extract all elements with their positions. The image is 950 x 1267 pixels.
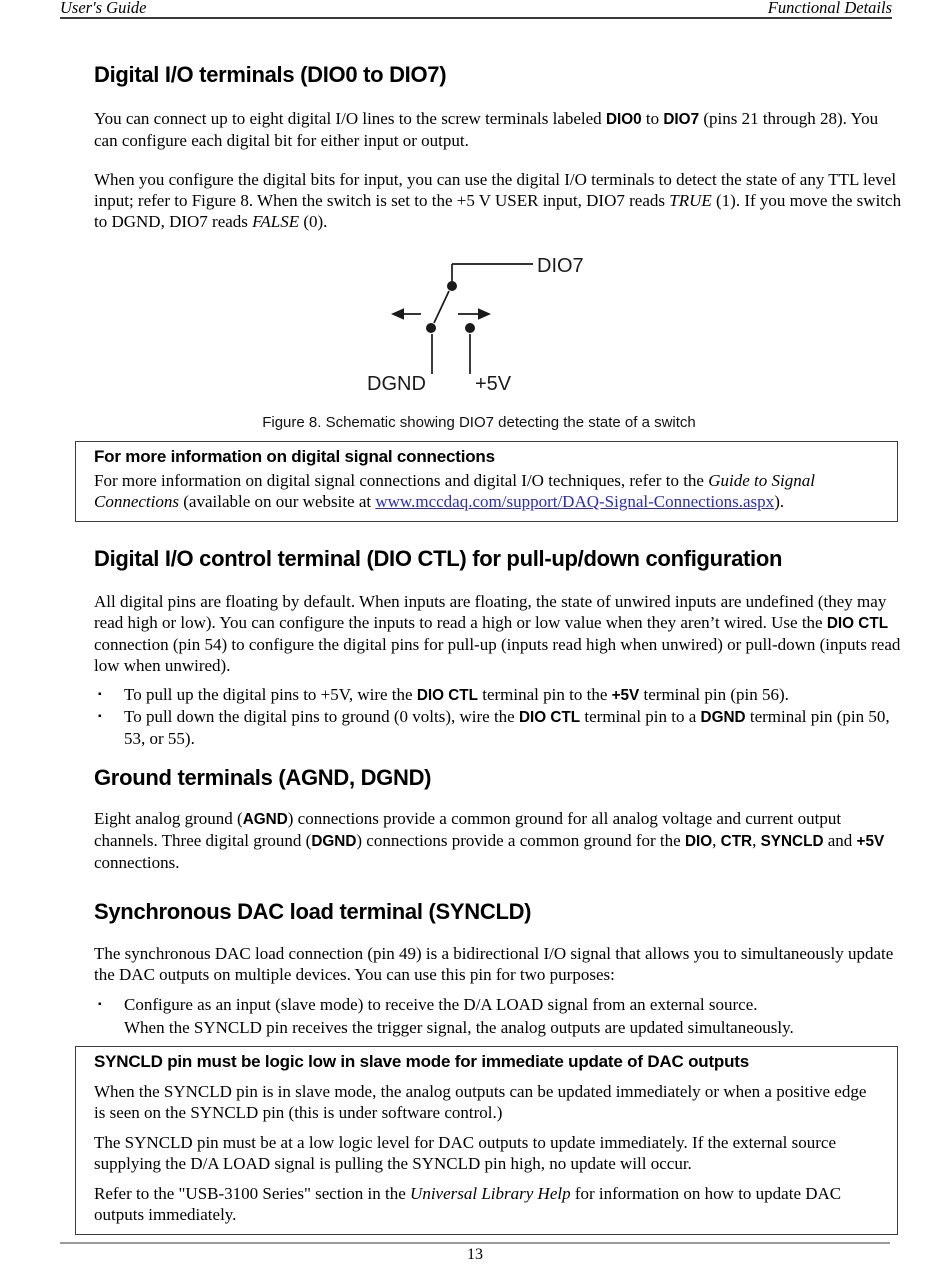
page-number: 13 [467,1246,483,1263]
paragraph-dio-intro: You can connect up to eight digital I/O lines to the screw terminals labeled DIO0 to DIO7 (pins 21 through 28). You can configure each digital bit for either input or output. [94,109,879,150]
bullet-item [94,994,904,1015]
paragraph-ground: Eight analog ground (AGND) connections provide a common ground for all analog voltage and current output channels. Three digital ground (DGND) connections provide a common ground for the DIO, CTR, SYNCLD and +5V connections. [94,809,885,872]
bullet-square-icon: ▪ [98,689,102,700]
note-paragraph-1: When the SYNCLD pin is in slave mode, the analog outputs can be updated immediately or when a positive edge is seen on the SYNCLD pin (this is under software control.) [94,1082,867,1122]
bullet-text-pull-down: To pull down the digital pins to ground (0 volts), wire the DIO CTL terminal pin to a DGND terminal pin (pin 50, 53, or 55). [124,707,890,748]
note-box-signal-connections [75,441,898,522]
heading-syncld: Synchronous DAC load terminal (SYNCLD) [94,899,532,924]
paragraph-syncld: The synchronous DAC load connection (pin 49) is a bidirectional I/O signal that allows you to simultaneously update the DAC outputs on multiple devices. You can use this pin for two purposes: [94,944,894,984]
bullet-square-icon: ▪ [98,711,102,722]
syncld-subline: When the SYNCLD pin receives the trigger signal, the analog outputs are updated simultaneously. [124,1018,794,1037]
switch-lever [434,291,449,323]
paragraph-dio-ctl: All digital pins are floating by default. When inputs are floating, the state of unwired inputs are undefined (they may read high or low). You can configure the inputs to read a high or low value when they aren’t wired. Use the DIO CTL connection (pin 54) to configure the digital pins for pull-up (inputs read high when unwired) or pull-down (inputs read low when unwired). [94,592,901,675]
bullet-item [94,706,904,749]
bullet-square-icon: ▪ [98,999,102,1010]
label-plus5v: +5V [475,373,512,395]
contact-5v-dot [465,323,475,333]
bullet-text-pull-up: To pull up the digital pins to +5V, wire the DIO CTL terminal pin to the +5V terminal pin (pin 56). [124,685,789,704]
label-dio7: DIO7 [537,255,584,277]
arrow-right-icon [478,308,491,320]
note-box-syncld [75,1046,898,1235]
bullet-item [94,684,904,706]
note-paragraph-3: Refer to the "USB-3100 Series" section in the Universal Library Help for information on how to update DAC outputs immediately. [94,1184,842,1224]
arrow-left-icon [391,308,404,320]
heading-digital-io-terminals: Digital I/O terminals (DIO0 to DIO7) [94,62,447,87]
label-dgnd: DGND [367,373,426,395]
inline-link[interactable]: www.mccdaq.com/support/DAQ-Signal-Connections.aspx [375,492,775,511]
contact-pole-dot [447,281,457,291]
heading-dio-ctl: Digital I/O control terminal (DIO CTL) for pull-up/down configuration [94,546,783,571]
heading-ground-terminals: Ground terminals (AGND, DGND) [94,765,432,790]
page-content [94,19,904,1235]
note-title: For more information on digital signal connections [94,447,495,466]
bullet-list-syncld [94,994,904,1038]
page-header [60,0,892,19]
note-title: SYNCLD pin must be logic low in slave mode for immediate update of DAC outputs [94,1052,750,1071]
figure-switch-schematic [365,250,595,398]
header-right-title: Functional Details [767,0,892,17]
contact-dgnd-dot [426,323,436,333]
schematic-svg [365,250,595,398]
footer-rule [60,1242,890,1244]
paragraph-dio-input: When you configure the digital bits for input, you can use the digital I/O terminals to detect the state of any TTL level input; refer to Figure 8. When the switch is set to the +5 V USER input, DIO7 reads TRUE (1). If you move the switch to DGND, DIO7 reads FALSE (0). [94,170,902,231]
note-body: For more information on digital signal connections and digital I/O techniques, refer to the Guide to Signal Connections (available on our website at www.mccdaq.com/support/DAQ-Signal-Connections.aspx). [94,471,815,511]
note-paragraph-2: The SYNCLD pin must be at a low logic level for DAC outputs to update immediately. If the external source supplying the D/A LOAD signal is pulling the SYNCLD pin high, no update will occur. [94,1133,836,1173]
bullet-list-dio-ctl [94,684,904,749]
header-left-title: User's Guide [60,0,147,17]
figure-caption: Figure 8. Schematic showing DIO7 detecting the state of a switch [262,414,696,431]
bullet-text-slave-mode: Configure as an input (slave mode) to receive the D/A LOAD signal from an external source. [124,995,758,1014]
